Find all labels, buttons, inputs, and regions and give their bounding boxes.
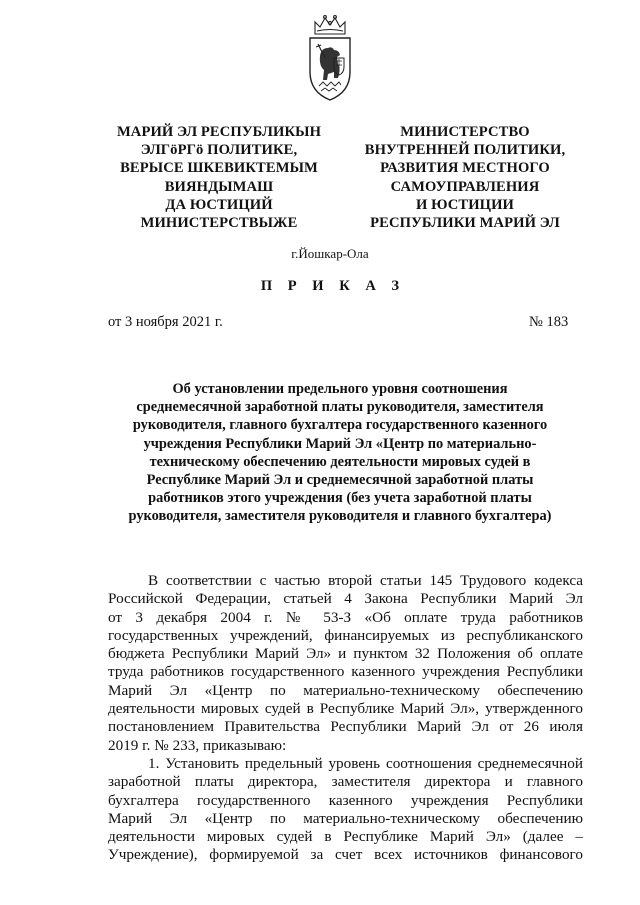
document-body (108, 572, 583, 865)
body-line: Марий Эл «Центр по материально-техническому обеспечению (108, 681, 583, 699)
header-left-line: ДА ЮСТИЦИЙ (165, 196, 273, 213)
body-line: деятельности мировых судей в Республике Марий Эл», утвержденного (108, 700, 583, 718)
header-right-line: МИНИСТЕРСТВО (400, 124, 530, 140)
document-type-title: П Р И К А З (260, 278, 406, 294)
body-line: государственных учреждений, финансируемых из республиканского (108, 626, 583, 644)
header-right-line: И ЮСТИЦИИ (415, 196, 514, 213)
header-left-line: ВИЯНДЫМАШ (164, 178, 274, 195)
header-right-line: РЕСПУБЛИКИ МАРИЙ ЭЛ (370, 215, 560, 232)
body-line: заработной платы директора, заместителя директора и главного (108, 773, 583, 791)
header-left-line: ВЕРЫСЕ ШКЕВИКТЕМЫМ (120, 160, 318, 177)
subject-line: Республике Марий Эл и среднемесячной заработной платы (146, 472, 534, 489)
header-right-ministry-name (340, 123, 590, 232)
document-number: № 183 (529, 314, 569, 330)
body-line: 1. Установить предельный уровень соотношения среднемесячной (148, 754, 583, 772)
subject-line: работников этого учреждения (без учета заработной платы (148, 490, 532, 507)
body-line: бухгалтера государственного казенного учреждения Республики (108, 791, 583, 809)
body-line: Российской Федерации, статьей 4 Закона Республики Марий Эл (108, 590, 583, 608)
header-right-line: САМОУПРАВЛЕНИЯ (390, 178, 540, 195)
body-line: деятельности мировых судей в Республике Марий Эл» (далее – (108, 828, 583, 846)
body-line: В соответствии с частью второй статьи 145 Трудового кодекса (148, 572, 583, 589)
body-line: бюджета Республики Марий Эл» и пунктом 32 Положения об оплате (108, 645, 583, 663)
document-date: от 3 ноября 2021 г. (108, 314, 223, 330)
header-right-line: ВНУТРЕННЕЙ ПОЛИТИКИ, (364, 142, 566, 159)
subject-line: учреждения Республики Марий Эл «Центр по материально- (143, 435, 537, 452)
header-left-line: МАРИЙ ЭЛ РЕСПУБЛИКЫН (116, 124, 322, 140)
body-line: постановлением Правительства Республики Марий Эл от 26 июля (108, 718, 583, 736)
header-right-line: РАЗВИТИЯ МЕСТНОГО (380, 160, 550, 177)
header-left-line: МИНИСТЕРСТВЫЖЕ (140, 215, 298, 232)
city-name: г.Йошкар-Ола (291, 246, 369, 261)
body-line: Марий Эл «Центр по материально-техническому обеспечению (108, 809, 583, 827)
subject-line: руководителя, заместителя руководителя и главного бухгалтера) (128, 508, 552, 525)
subject-line: техническому обеспечению деятельности мировых судей в (149, 453, 531, 470)
header-left-line: ЭЛГӧРГӧ ПОЛИТИКЕ, (140, 142, 298, 159)
document-subject (100, 380, 580, 526)
header-left-ministry-name (94, 123, 344, 232)
body-line: Учреждение), формируемой за счет всех источников финансового (108, 846, 583, 864)
body-line: труда работников государственного казенного учреждения Республики (108, 663, 583, 681)
coat-of-arms-emblem (301, 12, 359, 104)
body-line: от 3 декабря 2004 г. № 53-З «Об оплате труда работников (108, 608, 583, 626)
subject-line: руководителя, главного бухгалтера государственного казенного (132, 417, 548, 434)
subject-line: Об установлении предельного уровня соотношения (172, 381, 508, 397)
body-line: 2019 г. № 233, приказываю: (108, 736, 287, 754)
subject-line: среднемесячной заработной платы руководителя, заместителя (136, 399, 544, 416)
